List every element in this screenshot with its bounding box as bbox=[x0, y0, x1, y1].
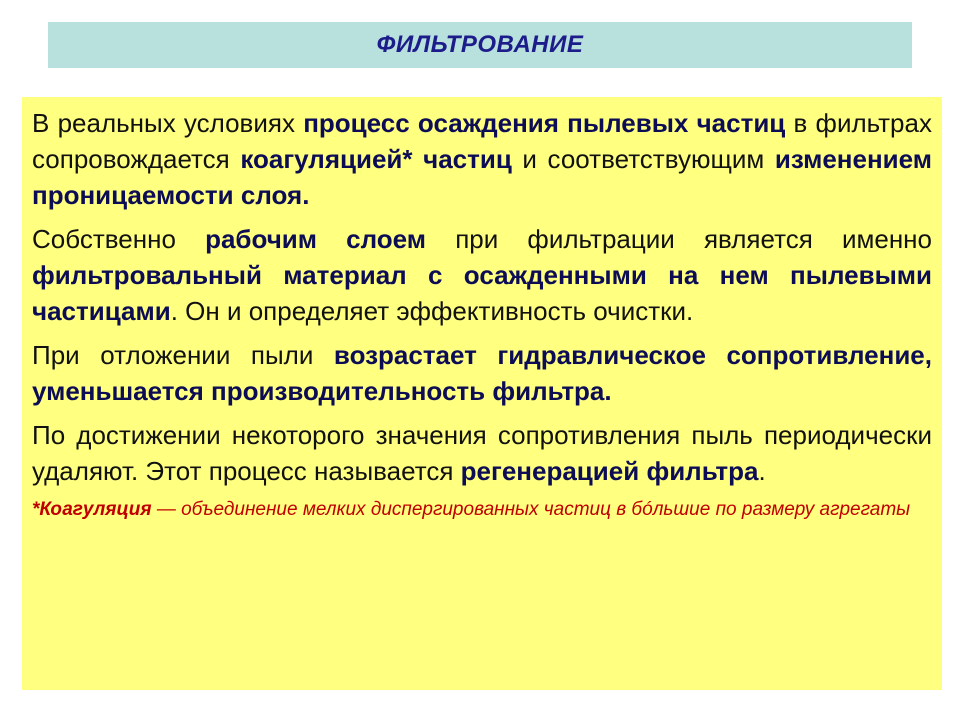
text-segment-bold: рабочим слоем bbox=[205, 224, 427, 254]
text-segment-bold: изменением проницаемости слоя. bbox=[32, 144, 932, 210]
text-segment: В реальных условиях bbox=[32, 108, 304, 138]
text-segment-bold: возрастает гидравлическое сопротивление, уменьшается производительность фильтра. bbox=[32, 340, 932, 406]
paragraph bbox=[32, 221, 932, 329]
text-segment: По достижении некоторого значения сопротивления пыль периодически удаляют. Этот процесс называется bbox=[32, 420, 932, 486]
text-segment: При отложении пыли bbox=[32, 340, 334, 370]
footnote bbox=[32, 497, 932, 522]
paragraph bbox=[32, 105, 932, 213]
text-segment: в фильтрах сопровождается bbox=[32, 108, 932, 174]
text-segment: и соответствующим bbox=[511, 144, 775, 174]
footnote-text: — объединение мелких диспергированных частиц в бóльшие по размеру агрегаты bbox=[151, 499, 911, 520]
content-panel bbox=[22, 97, 942, 690]
paragraph bbox=[32, 337, 932, 409]
text-segment-bold: процесс осаждения пылевых частиц bbox=[303, 108, 786, 138]
text-segment: . Он и определяет эффективность очистки. bbox=[170, 296, 694, 326]
text-segment: . bbox=[758, 456, 766, 486]
footnote-term: *Коагуляция bbox=[32, 499, 152, 520]
text-segment-bold: регенерацией фильтра bbox=[460, 456, 759, 486]
page-title: ФИЛЬТРОВАНИЕ bbox=[376, 31, 584, 58]
text-segment-bold: фильтровальный материал с осажденными на нем пылевыми частицами bbox=[32, 260, 932, 326]
paragraph bbox=[32, 417, 932, 489]
text-segment: Собственно bbox=[32, 224, 206, 254]
title-bar bbox=[48, 22, 912, 68]
text-segment-bold: коагуляцией* частиц bbox=[240, 144, 512, 174]
text-segment: при фильтрации является именно bbox=[426, 224, 932, 254]
